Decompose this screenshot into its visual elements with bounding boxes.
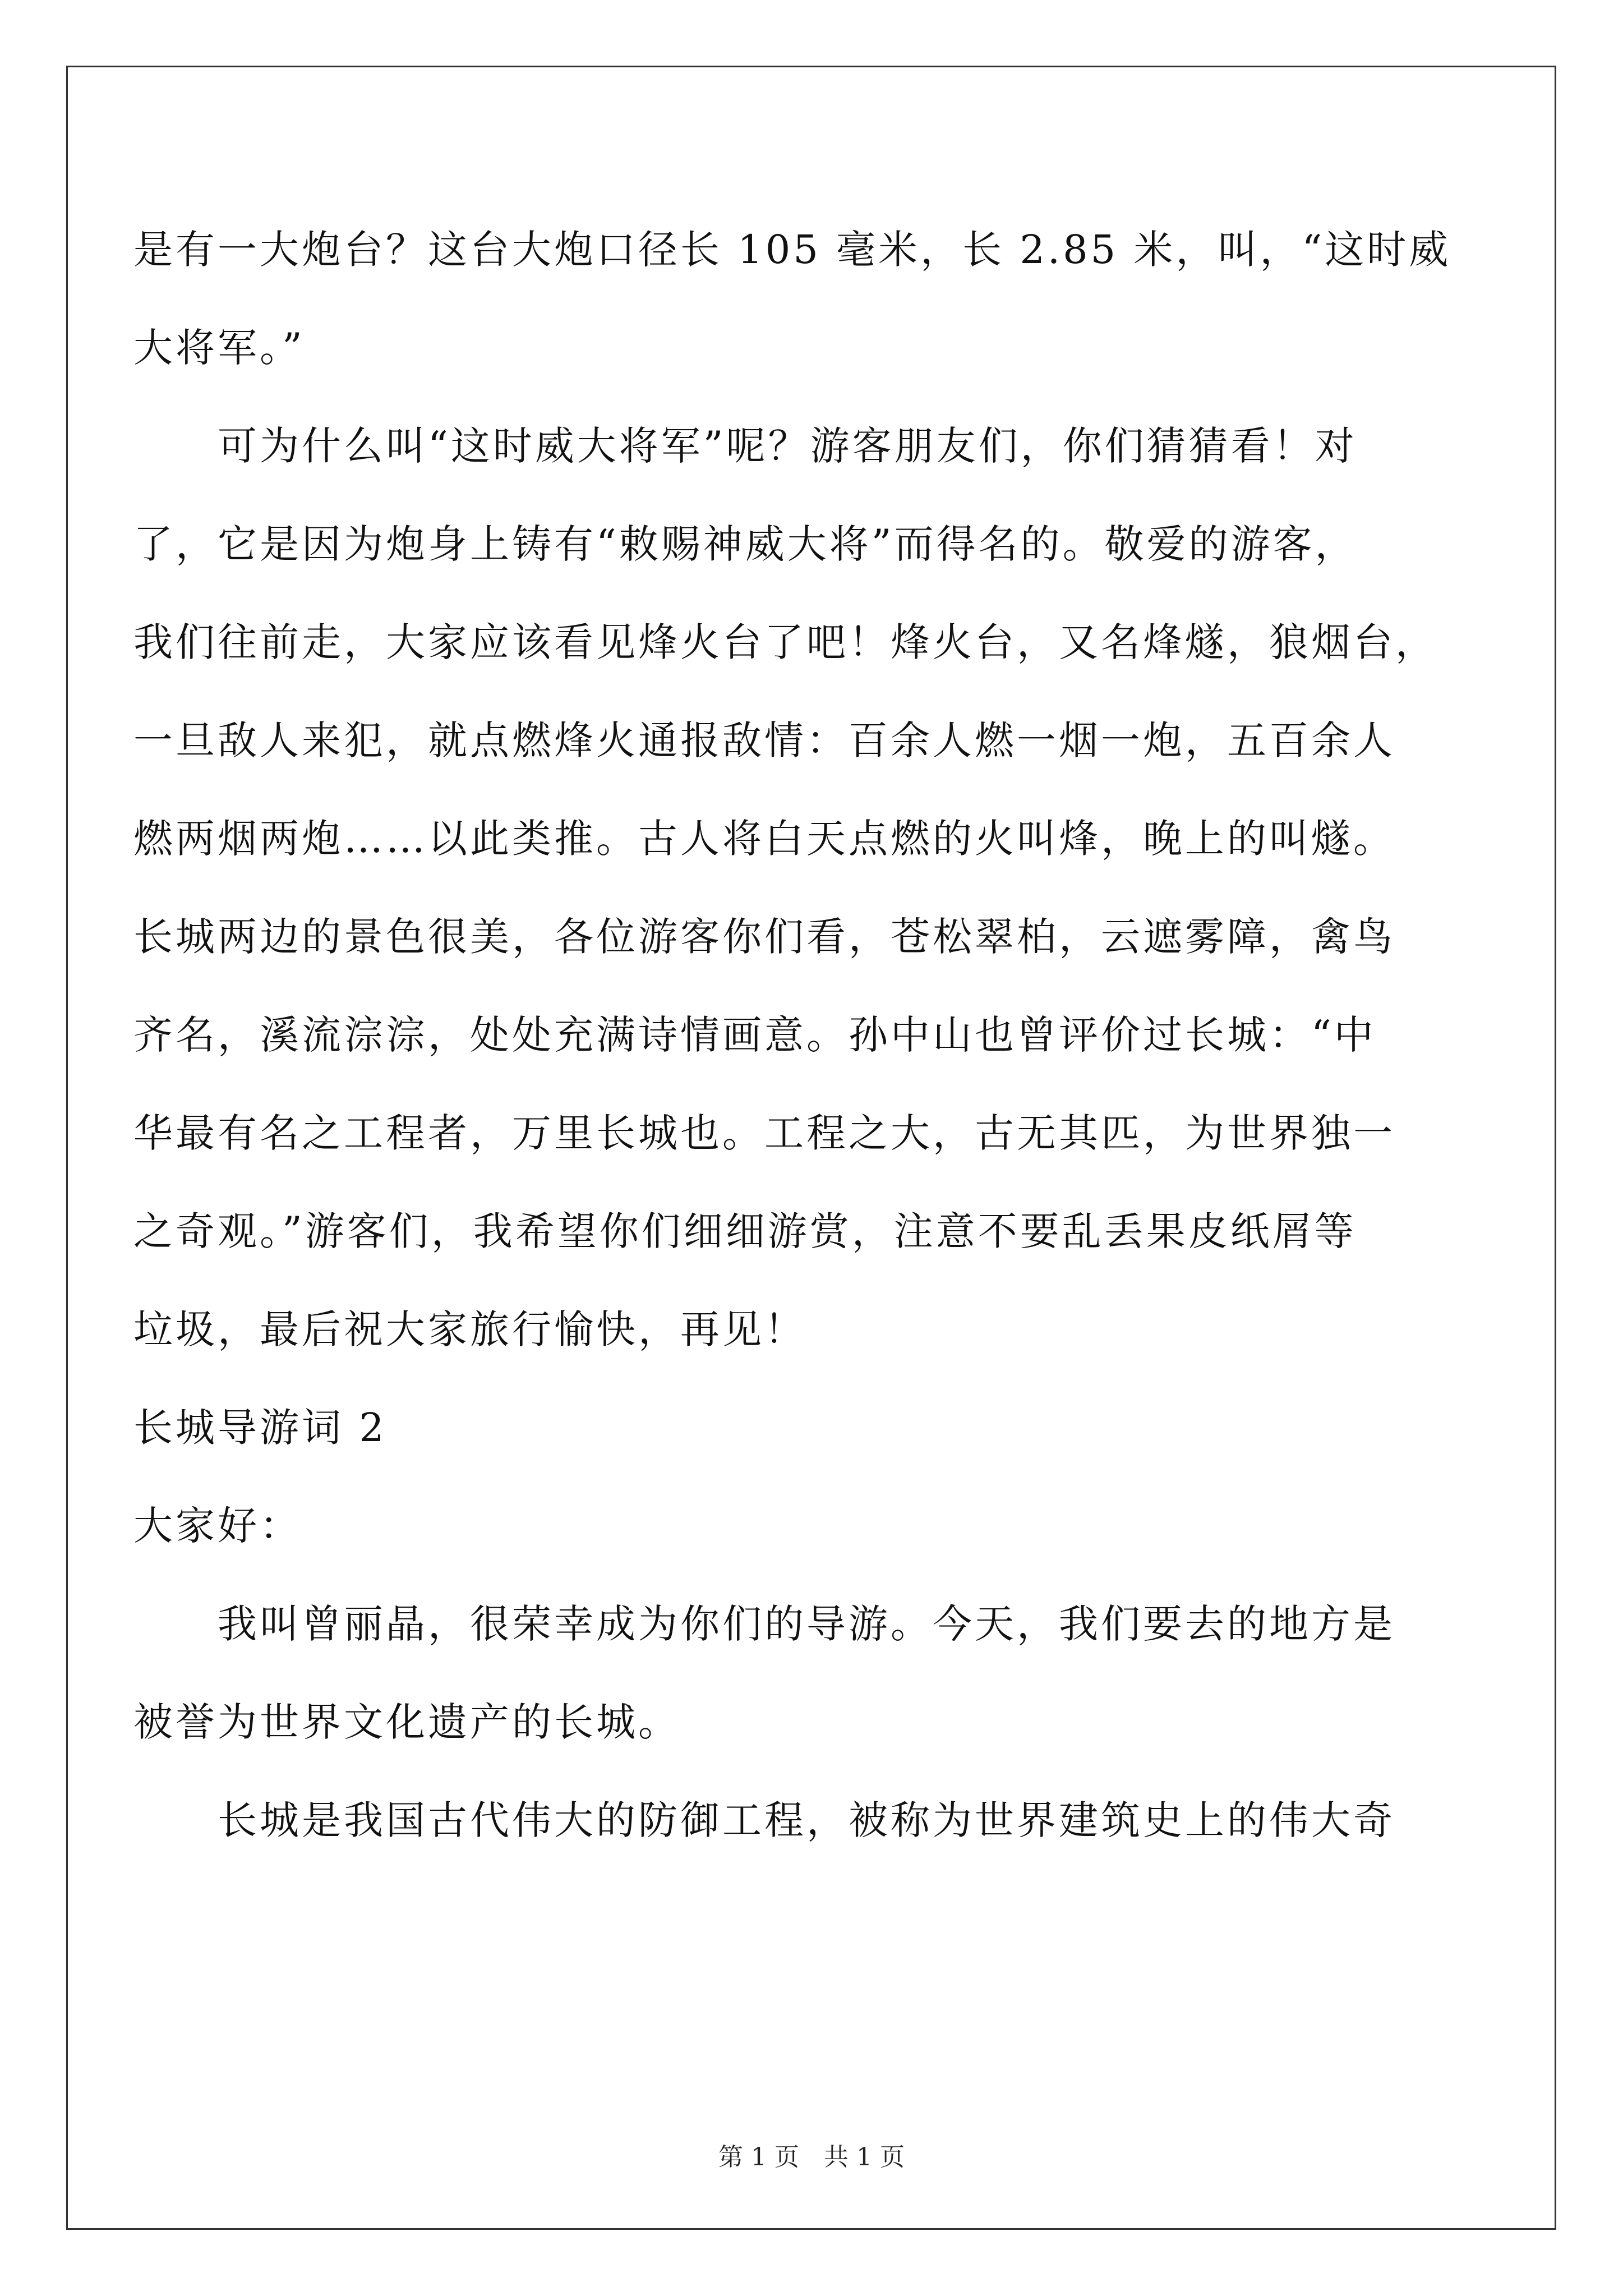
text-line: 大将军。” xyxy=(133,325,305,371)
page-footer: 第 1 页 共 1 页 xyxy=(718,2143,905,2171)
text-line: 华最有名之工程者，万里长城也。工程之大，古无其匹，为世界独一 xyxy=(133,1110,1395,1156)
text-line: 长城是我国古代伟大的防御工程，被称为世界建筑史上的伟大奇 xyxy=(133,1797,1395,1843)
text-line: 燃两烟两炮……以此类推。古人将白天点燃的火叫烽，晚上的叫燧。 xyxy=(133,816,1395,862)
text-line: 可为什么叫“这时威大将军”呢？游客朋友们，你们猜猜看！对 xyxy=(133,423,1357,469)
text-line: 之奇观。”游客们，我希望你们细细游赏，注意不要乱丢果皮纸屑等 xyxy=(133,1208,1357,1254)
text-line: 我叫曾丽晶，很荣幸成为你们的导游。今天，我们要去的地方是 xyxy=(133,1601,1395,1647)
text-line: 了，它是因为炮身上铸有“敕赐神威大将”而得名的。敬爱的游客， xyxy=(133,521,1357,567)
text-line: 一旦敌人来犯，就点燃烽火通报敌情：百余人燃一烟一炮，五百余人 xyxy=(133,717,1395,763)
greeting-line: 大家好： xyxy=(133,1503,302,1549)
section-heading: 长城导游词 2 xyxy=(133,1405,387,1451)
text-line: 被誉为世界文化遗产的长城。 xyxy=(133,1699,680,1745)
text-line: 我们往前走，大家应该看见烽火台了吧！烽火台，又名烽燧，狼烟台， xyxy=(133,619,1437,665)
text-line: 是有一大炮台？这台大炮口径长 105 毫米，长 2.85 米，叫，“这时威 xyxy=(133,227,1451,273)
text-line: 齐名，溪流淙淙，处处充满诗情画意。孙中山也曾评价过长城：“中 xyxy=(133,1012,1376,1058)
text-line: 垃圾，最后祝大家旅行愉快，再见！ xyxy=(133,1306,806,1352)
text-line: 长城两边的景色很美，各位游客你们看，苍松翠柏，云遮雾障，禽鸟 xyxy=(133,914,1395,960)
